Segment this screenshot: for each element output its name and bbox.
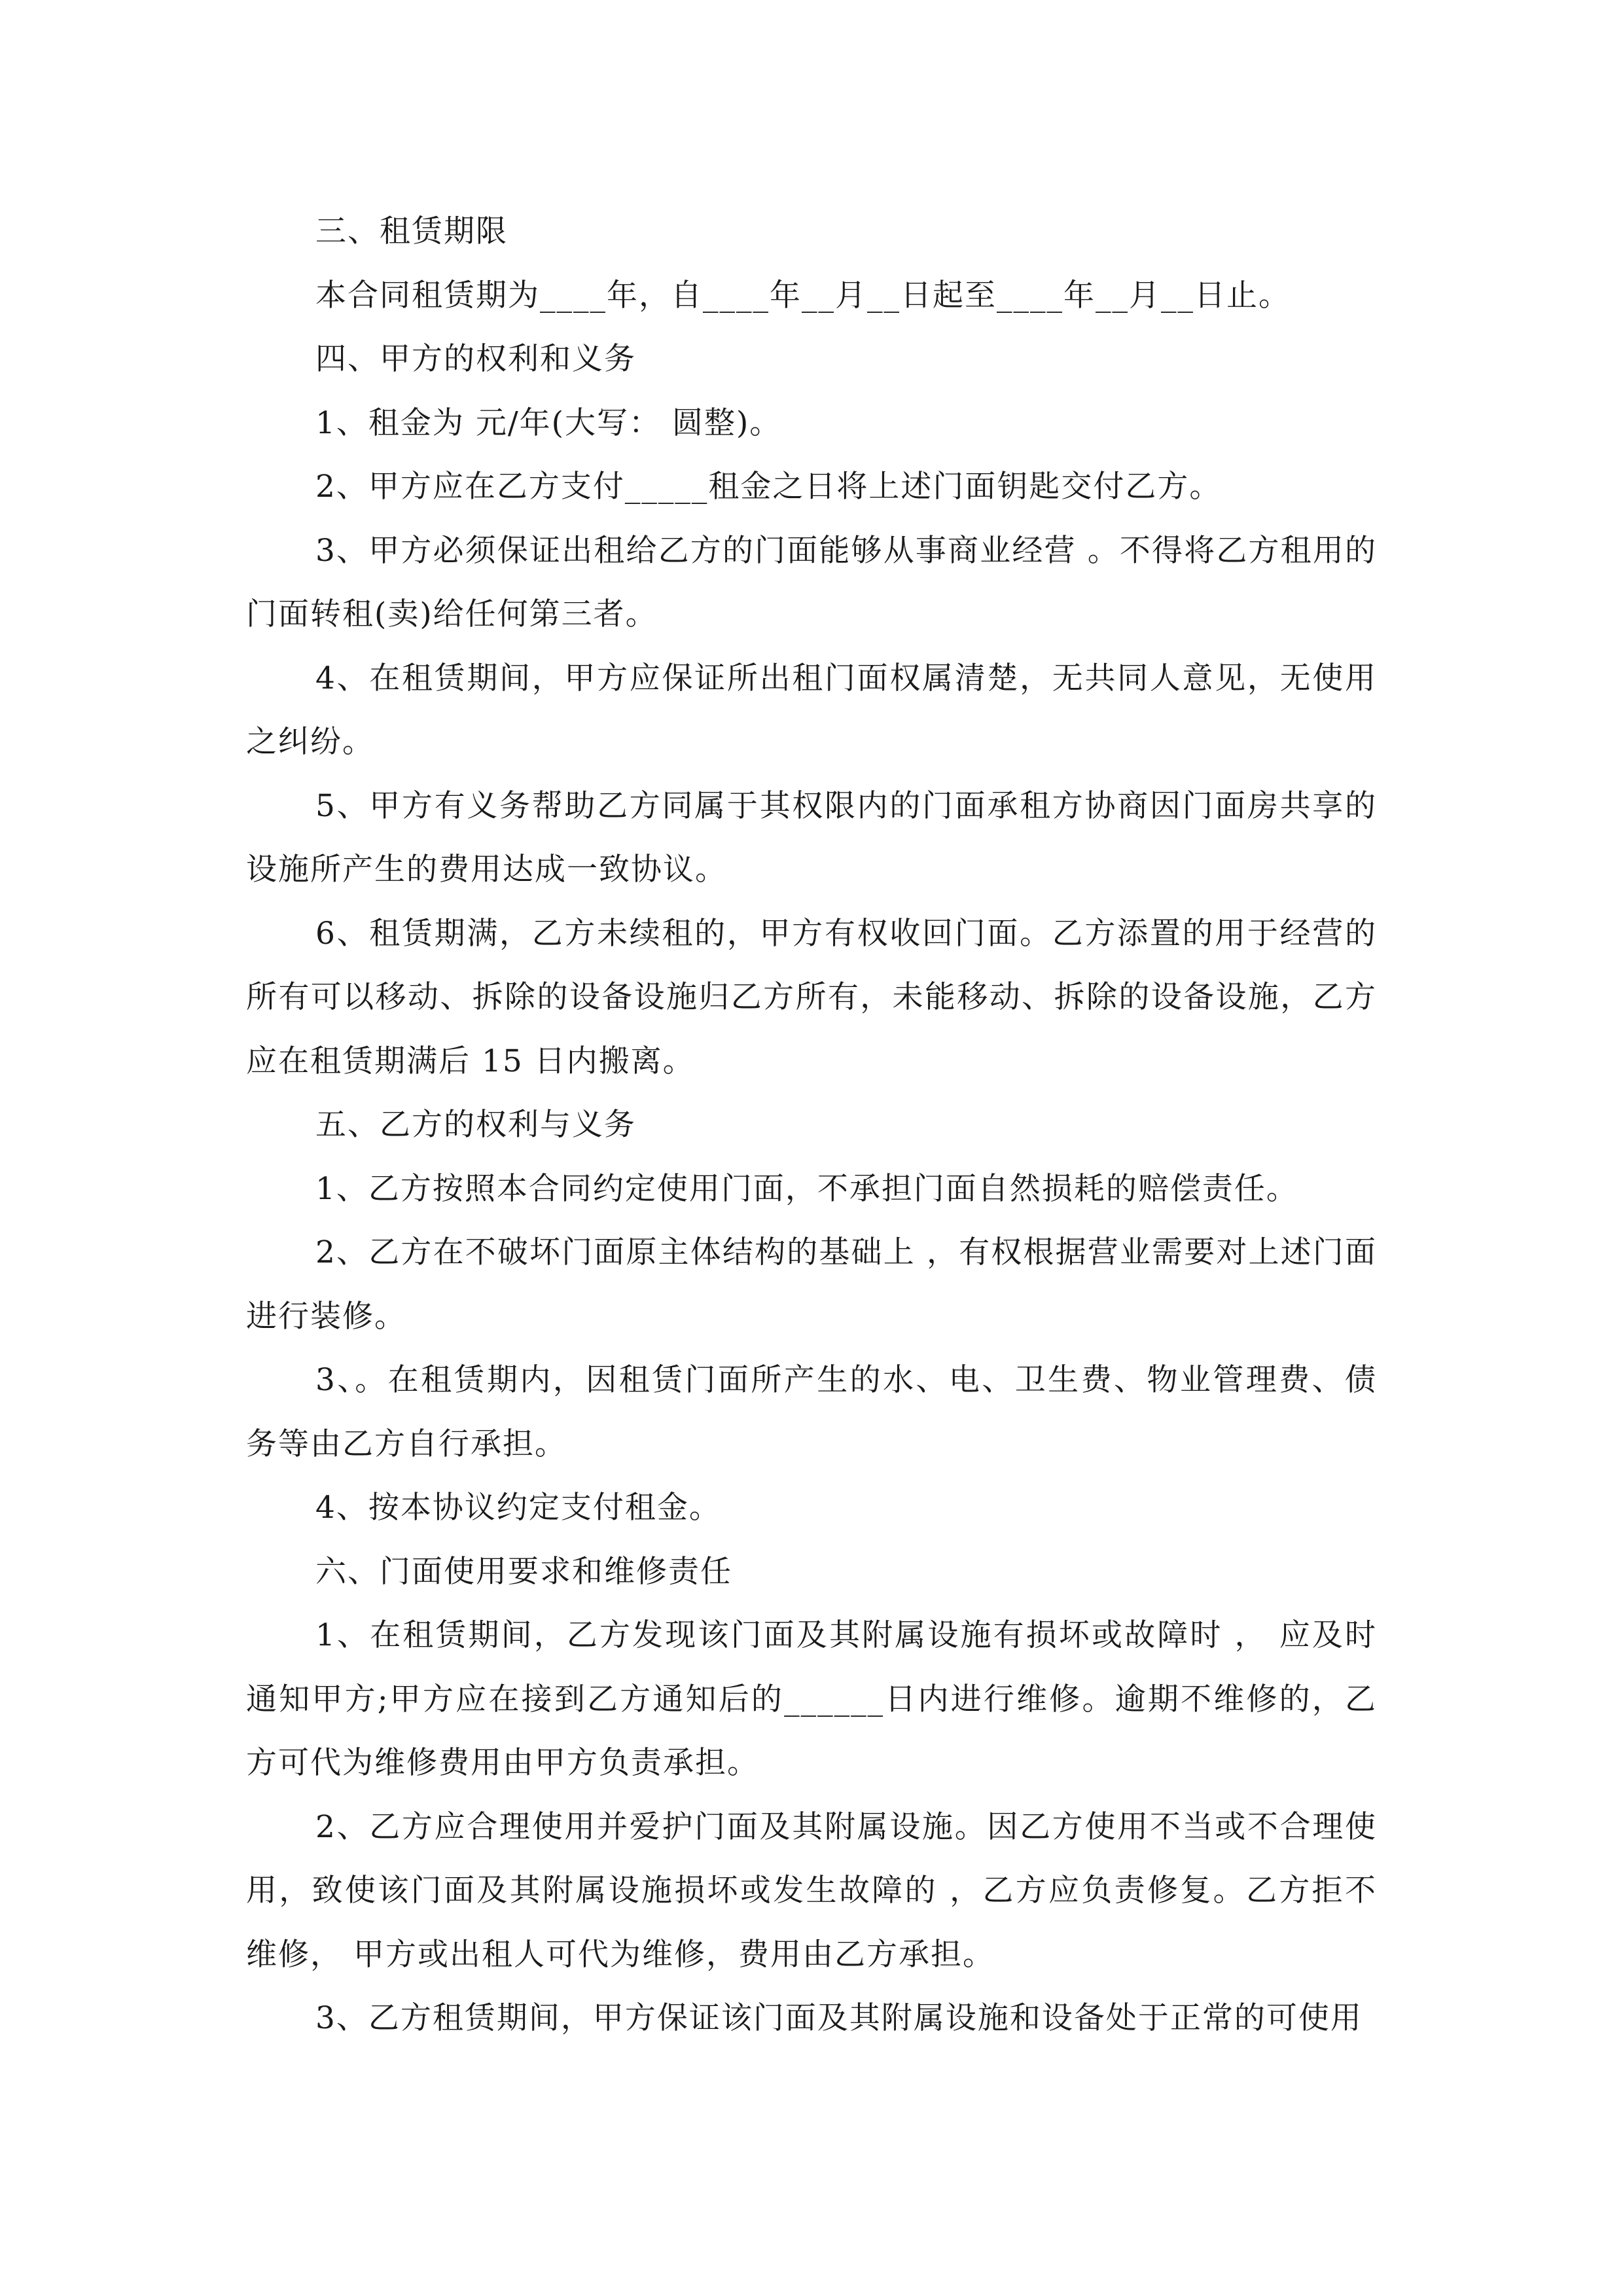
maintenance-clause-1: 1、在租赁期间，乙方发现该门面及其附属设施有损坏或故障时 ， 应及时通知甲方;甲方应在接到乙方通知后的______日内进行维修。逾期不维修的，乙方可代为维修费用由甲方负责承担。 (246, 1617, 1377, 1781)
maintenance-clause-3: 3、乙方租赁期间，甲方保证该门面及其附属设施和设备处于正常的可使用 (315, 2000, 1363, 2036)
section-heading-party-b: 五、乙方的权利与义务 (315, 1107, 636, 1143)
party-a-clause-5: 5、甲方有义务帮助乙方同属于其权限内的门面承租方协商因门面房共享的设施所产生的费用达成一致协议。 (246, 787, 1377, 888)
section-heading-maintenance: 六、门面使用要求和维修责任 (315, 1553, 732, 1590)
lease-term-clause: 本合同租赁期为____年，自____年__月__日起至____年__月__日止。 (315, 277, 1291, 314)
party-b-clause-1: 1、乙方按照本合同约定使用门面，不承担门面自然损耗的赔偿责任。 (315, 1170, 1298, 1207)
party-b-clause-2: 2、乙方在不破坏门面原主体结构的基础上 ，有权根据营业需要对上述门面进行装修。 (246, 1234, 1377, 1335)
party-a-clause-6: 6、租赁期满，乙方未续租的，甲方有权收回门面。乙方添置的用于经营的所有可以移动、拆除的设备设施归乙方所有，未能移动、拆除的设备设施，乙方应在租赁期满后 15 日内搬离。 (246, 915, 1377, 1079)
party-a-clause-2: 2、甲方应在乙方支付_____租金之日将上述门面钥匙交付乙方。 (315, 469, 1222, 505)
document-body (246, 200, 1377, 2051)
party-b-clause-3: 3、。在租赁期内，因租赁门面所产生的水、电、卫生费、物业管理费、债务等由乙方自行承担。 (246, 1362, 1377, 1462)
party-a-clause-3: 3、甲方必须保证出租给乙方的门面能够从事商业经营 。不得将乙方租用的门面转租(卖)给任何第三者。 (246, 532, 1377, 632)
party-b-clause-4: 4、按本协议约定支付租金。 (315, 1490, 721, 1526)
party-a-clause-4: 4、在租赁期间，甲方应保证所出租门面权属清楚，无共同人意见，无使用之纠纷。 (246, 660, 1377, 760)
section-heading-party-a: 四、甲方的权利和义务 (315, 341, 636, 377)
section-heading-lease-term: 三、租赁期限 (315, 213, 508, 249)
maintenance-clause-2: 2、乙方应合理使用并爱护门面及其附属设施。因乙方使用不当或不合理使用，致使该门面及其附属设施损坏或发生故障的 ，乙方应负责修复。乙方拒不维修， 甲方或出租人可代为维修，费用由乙方承担。 (246, 1808, 1377, 1973)
party-a-clause-1: 1、租金为 元/年(大写： 圆整)。 (315, 404, 782, 441)
